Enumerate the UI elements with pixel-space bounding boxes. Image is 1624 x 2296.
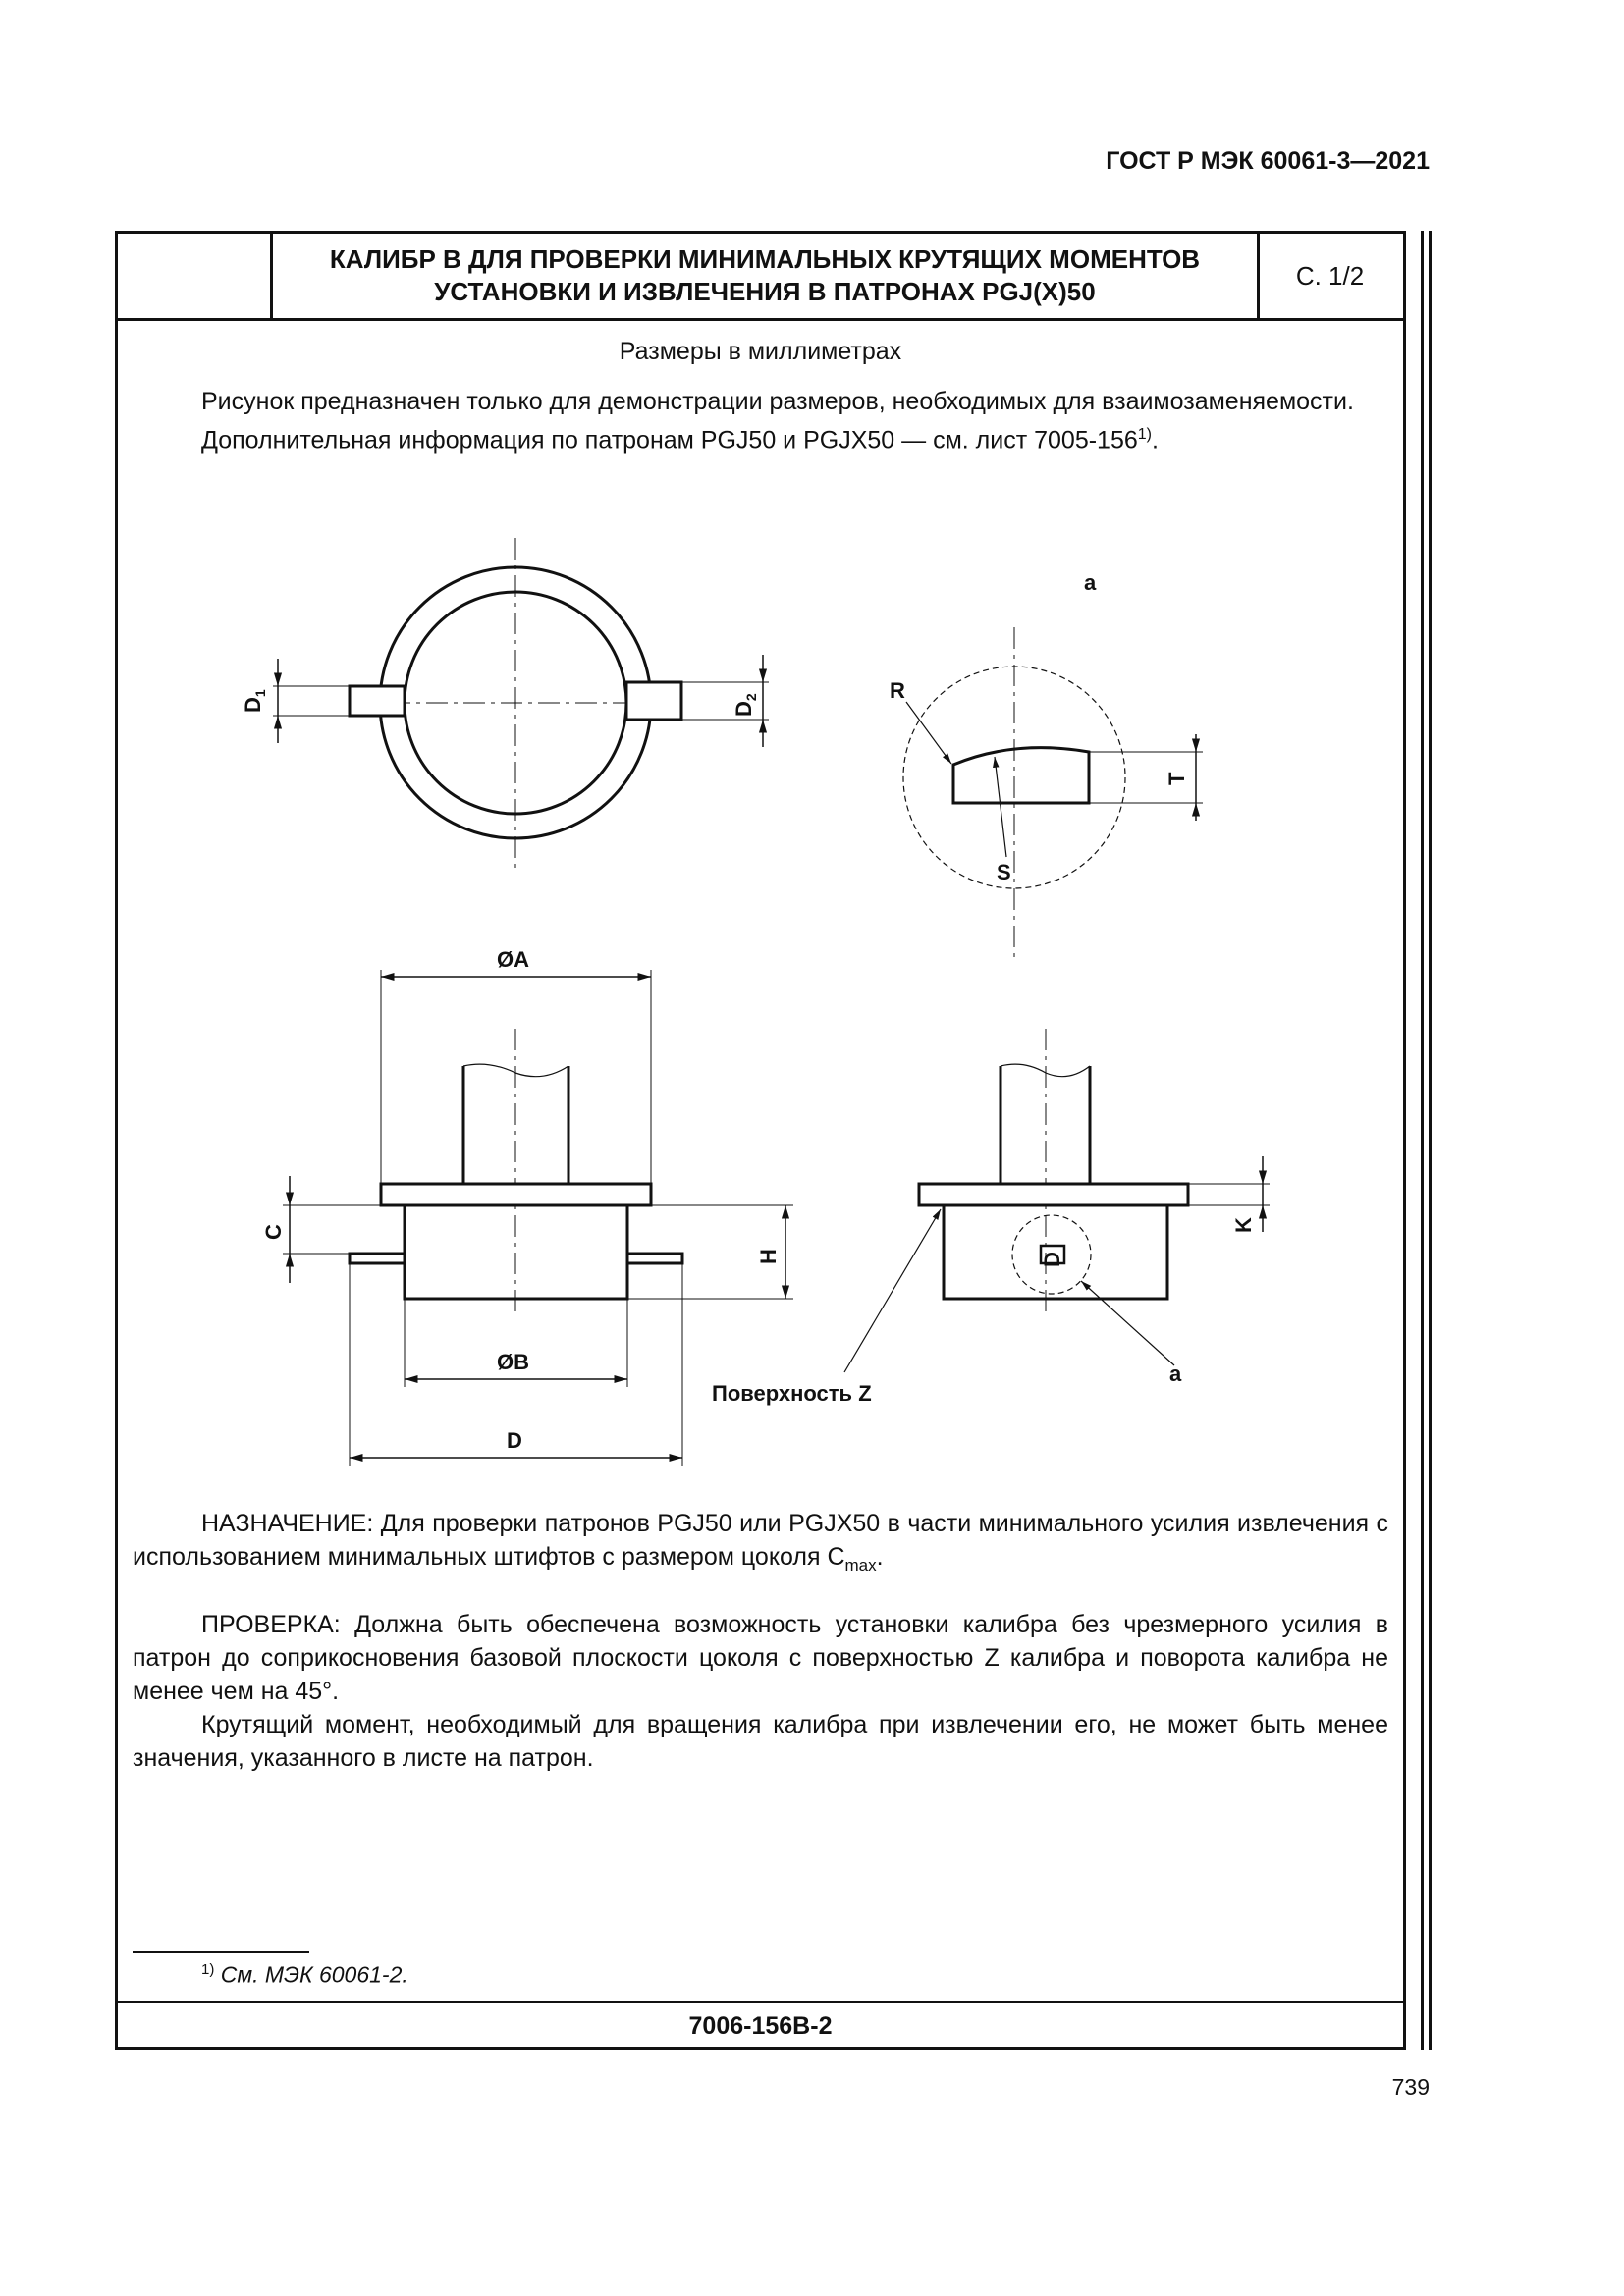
footnote-separator bbox=[133, 1951, 309, 1953]
label-d2 bbox=[731, 693, 759, 717]
c-letter: C bbox=[261, 1224, 286, 1240]
sheet-frame bbox=[115, 231, 1406, 2050]
double-border-line bbox=[1421, 231, 1424, 2050]
intro-p2-text: Дополнительная информация по патронам PGJ50 и PGJX50 — см. лист 7005-156 bbox=[201, 426, 1138, 454]
label-h bbox=[756, 1249, 781, 1264]
label-detail-a: a bbox=[1084, 570, 1097, 595]
label-d: D bbox=[507, 1428, 522, 1453]
intro-paragraph-1: Рисунок предназначен только для демонстрации размеров, необходимых для взаимозаменяемости. bbox=[201, 388, 1354, 415]
label-s: S bbox=[997, 860, 1011, 884]
label-t bbox=[1164, 772, 1189, 785]
standard-designation: ГОСТ Р МЭК 60061-3—2021 bbox=[1106, 147, 1430, 175]
label-d1 bbox=[241, 689, 268, 713]
units-note: Размеры в миллиметрах bbox=[619, 338, 902, 365]
check-paragraph-1: ПРОВЕРКА: Должна быть обеспечена возможность установки калибра без чрезмерного усилия в патрон до соприкосновения базовой плоскости цоколя с поверхностью Z калибра и поворота калибра не менее чем на 45°. bbox=[133, 1611, 1388, 1705]
label-a-pointer: a bbox=[1169, 1362, 1182, 1386]
title-line-2: УСТАНОВКИ И ИЗВЛЕЧЕНИЯ В ПАТРОНАХ PGJ(X)50 bbox=[434, 277, 1096, 306]
purpose-text bbox=[118, 1507, 1403, 1582]
footnote bbox=[201, 1961, 408, 1989]
side-view-right bbox=[844, 1029, 1270, 1372]
d1-subscript: 1 bbox=[252, 689, 268, 698]
top-view bbox=[273, 538, 769, 869]
purpose-paragraph bbox=[118, 1507, 1403, 1582]
detail-a-view bbox=[903, 627, 1203, 963]
label-surface-z: Поверхность Z bbox=[712, 1381, 872, 1406]
d-hole-letter: D bbox=[1040, 1252, 1064, 1267]
d2-letter: D bbox=[731, 701, 756, 717]
label-c bbox=[261, 1224, 286, 1240]
label-r: R bbox=[890, 678, 905, 703]
sheet-code: 7006-156B-2 bbox=[118, 2001, 1403, 2050]
gauge-drawing bbox=[118, 234, 1403, 1510]
purpose-subscript: max bbox=[844, 1556, 877, 1575]
label-dia-b: ØB bbox=[497, 1350, 529, 1374]
purpose-end: . bbox=[876, 1543, 884, 1571]
label-dia-a: ØA bbox=[497, 947, 529, 972]
footnote-mark: 1) bbox=[201, 1961, 215, 1978]
check-text bbox=[118, 1608, 1403, 1775]
double-border-line bbox=[1429, 231, 1432, 2050]
footnote-text: См. МЭК 60061-2. bbox=[214, 1961, 408, 1988]
t-letter: T bbox=[1164, 772, 1189, 785]
purpose-body: НАЗНАЧЕНИЕ: Для проверки патронов PGJ50 или PGJX50 в части минимального усилия извлечения с использованием минимальных штифтов с размером цоколя C bbox=[133, 1510, 1388, 1571]
title-line-1: КАЛИБР В ДЛЯ ПРОВЕРКИ МИНИМАЛЬНЫХ КРУТЯЩИХ МОМЕНТОВ bbox=[329, 244, 1201, 274]
check-paragraph-2: Крутящий момент, необходимый для вращения калибра при извлечении его, не может быть менее значения, указанного в листе на патрон. bbox=[133, 1711, 1388, 1772]
k-letter: K bbox=[1231, 1217, 1256, 1233]
d2-subscript: 2 bbox=[743, 693, 759, 702]
intro-p2-end: . bbox=[1152, 426, 1159, 454]
page-number: 739 bbox=[1391, 2074, 1430, 2100]
d1-letter: D bbox=[241, 697, 265, 713]
h-letter: H bbox=[756, 1249, 781, 1264]
label-d-hole bbox=[1040, 1252, 1064, 1267]
sheet-number: С. 1/2 bbox=[1295, 260, 1365, 291]
label-k bbox=[1231, 1217, 1256, 1233]
footnote-ref: 1) bbox=[1137, 426, 1152, 443]
